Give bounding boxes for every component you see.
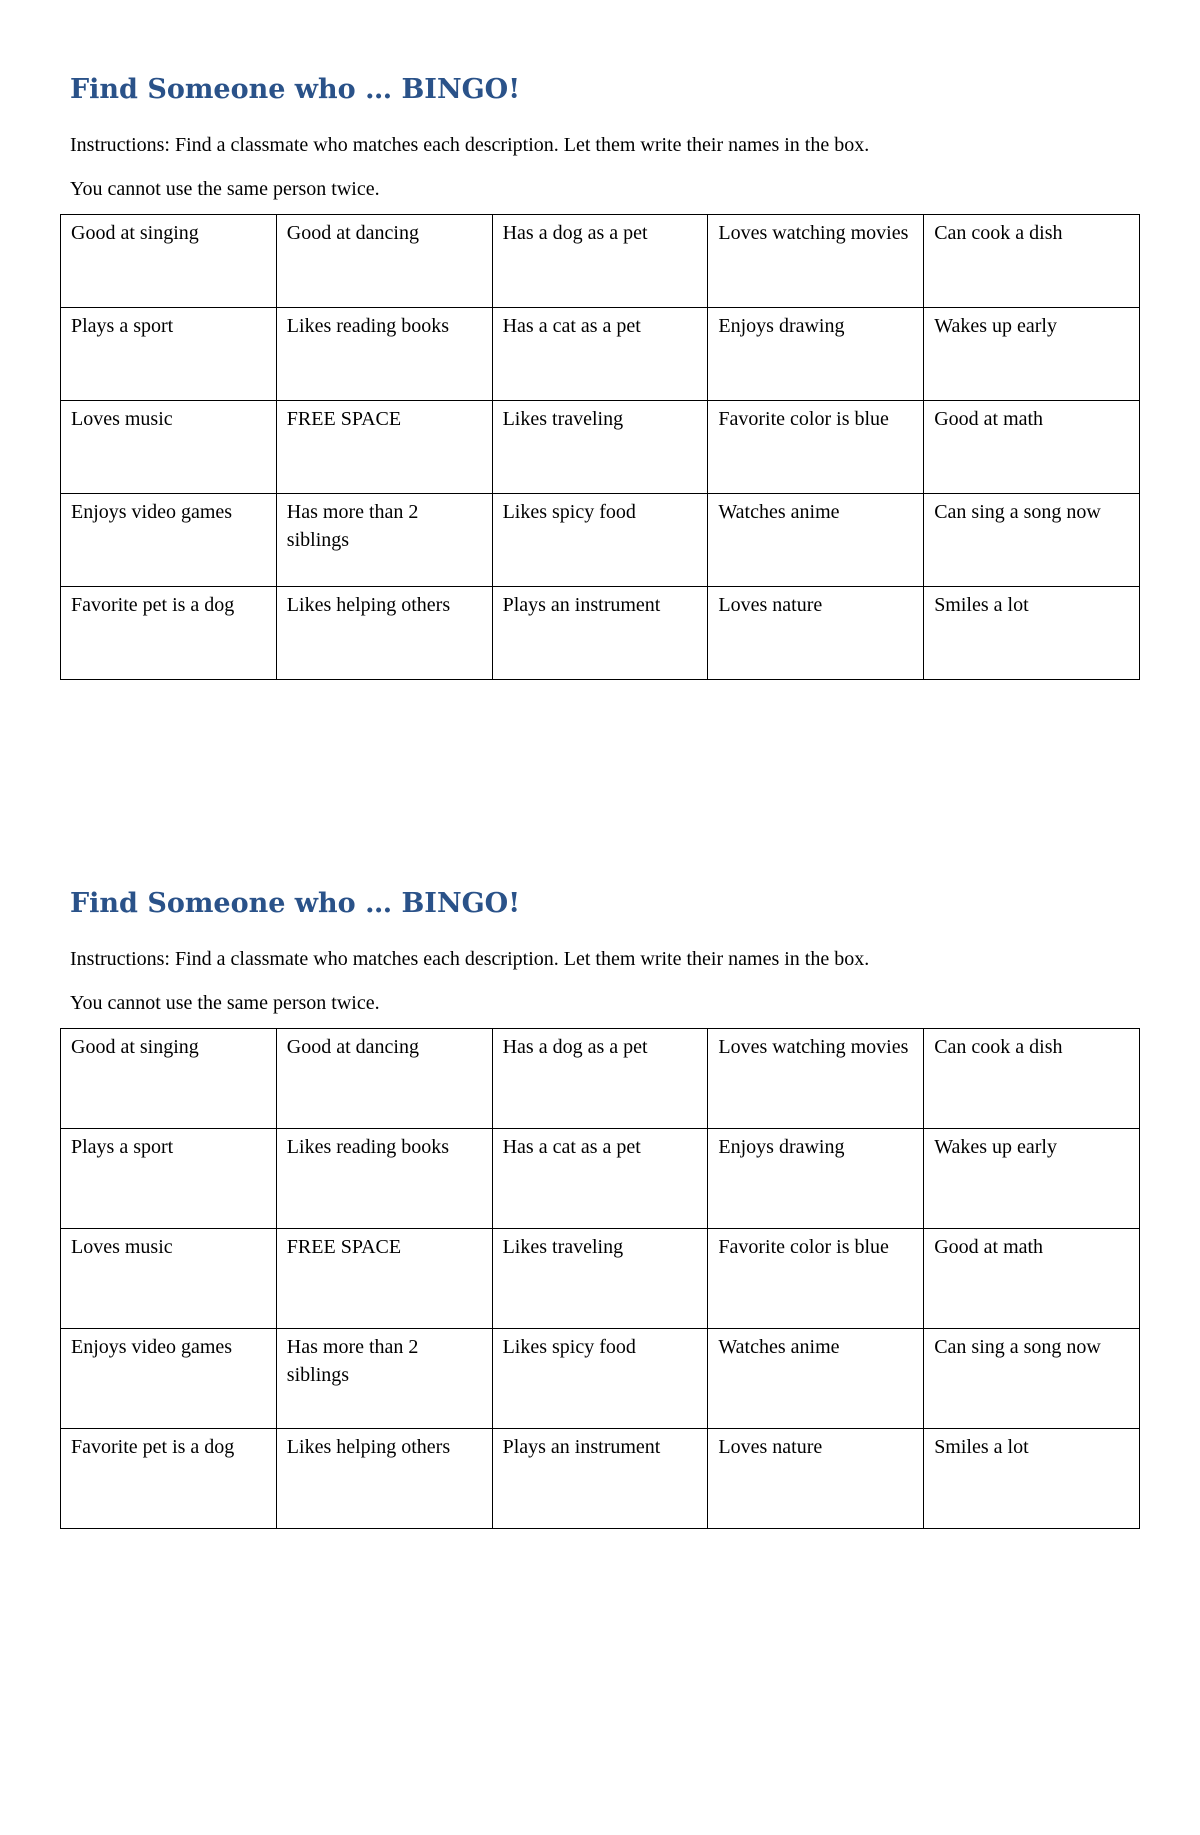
bingo-cell[interactable]: Can sing a song now — [924, 494, 1140, 587]
bingo-row — [61, 587, 1140, 680]
bingo-cell[interactable]: Loves nature — [708, 1429, 924, 1529]
bingo-cell[interactable]: Favorite pet is a dog — [61, 587, 277, 680]
bingo-cell[interactable]: Enjoys drawing — [708, 1129, 924, 1229]
bingo-cell[interactable]: Enjoys video games — [61, 1329, 277, 1429]
bingo-cell[interactable]: Likes helping others — [276, 587, 492, 680]
bingo-cell[interactable]: Can cook a dish — [924, 1029, 1140, 1129]
sheet-title: Find Someone who … BINGO! — [70, 888, 521, 919]
bingo-row — [61, 308, 1140, 401]
bingo-cell[interactable]: Likes spicy food — [492, 494, 708, 587]
bingo-cell[interactable]: Good at singing — [61, 215, 277, 308]
bingo-row — [61, 401, 1140, 494]
bingo-grid — [60, 214, 1140, 680]
bingo-cell[interactable]: Favorite color is blue — [708, 1229, 924, 1329]
bingo-row — [61, 494, 1140, 587]
bingo-cell[interactable]: Favorite pet is a dog — [61, 1429, 277, 1529]
bingo-row — [61, 1229, 1140, 1329]
bingo-cell[interactable]: Likes spicy food — [492, 1329, 708, 1429]
bingo-cell[interactable]: Plays a sport — [61, 308, 277, 401]
bingo-row — [61, 1329, 1140, 1429]
free-space-cell[interactable]: FREE SPACE — [276, 401, 492, 494]
bingo-cell[interactable]: Can sing a song now — [924, 1329, 1140, 1429]
bingo-row — [61, 215, 1140, 308]
bingo-cell[interactable]: Has a cat as a pet — [492, 308, 708, 401]
bingo-cell[interactable]: Loves music — [61, 1229, 277, 1329]
bingo-sheet-2 — [60, 878, 1140, 1529]
bingo-cell[interactable]: Smiles a lot — [924, 587, 1140, 680]
rule-text: You cannot use the same person twice. — [70, 178, 380, 200]
bingo-cell[interactable]: Wakes up early — [924, 308, 1140, 401]
bingo-cell[interactable]: Likes reading books — [276, 308, 492, 401]
bingo-cell[interactable]: Has a dog as a pet — [492, 215, 708, 308]
bingo-cell[interactable]: Has more than 2 siblings — [276, 494, 492, 587]
bingo-cell[interactable]: Good at singing — [61, 1029, 277, 1129]
bingo-row — [61, 1029, 1140, 1129]
bingo-grid — [60, 1028, 1140, 1529]
bingo-cell[interactable]: Has a cat as a pet — [492, 1129, 708, 1229]
bingo-cell[interactable]: Watches anime — [708, 1329, 924, 1429]
bingo-cell[interactable]: Favorite color is blue — [708, 401, 924, 494]
bingo-cell[interactable]: Likes reading books — [276, 1129, 492, 1229]
bingo-cell[interactable]: Enjoys video games — [61, 494, 277, 587]
bingo-cell[interactable]: Wakes up early — [924, 1129, 1140, 1229]
bingo-row — [61, 1429, 1140, 1529]
bingo-cell[interactable]: Loves watching movies — [708, 1029, 924, 1129]
rule-text: You cannot use the same person twice. — [70, 992, 380, 1014]
bingo-row — [61, 1129, 1140, 1229]
bingo-sheet-1 — [60, 64, 1140, 680]
instructions-text: Instructions: Find a classmate who matches each description. Let them write their names in the box. — [70, 948, 870, 970]
bingo-cell[interactable]: Likes traveling — [492, 401, 708, 494]
bingo-cell[interactable]: Has a dog as a pet — [492, 1029, 708, 1129]
free-space-cell[interactable]: FREE SPACE — [276, 1229, 492, 1329]
bingo-cell[interactable]: Plays an instrument — [492, 1429, 708, 1529]
bingo-cell[interactable]: Loves nature — [708, 587, 924, 680]
bingo-cell[interactable]: Plays an instrument — [492, 587, 708, 680]
bingo-cell[interactable]: Loves watching movies — [708, 215, 924, 308]
bingo-cell[interactable]: Watches anime — [708, 494, 924, 587]
bingo-cell[interactable]: Good at math — [924, 401, 1140, 494]
instructions-text: Instructions: Find a classmate who matches each description. Let them write their names in the box. — [70, 134, 870, 156]
bingo-cell[interactable]: Good at dancing — [276, 215, 492, 308]
bingo-cell[interactable]: Loves music — [61, 401, 277, 494]
bingo-cell[interactable]: Good at dancing — [276, 1029, 492, 1129]
bingo-cell[interactable]: Enjoys drawing — [708, 308, 924, 401]
sheet-title: Find Someone who … BINGO! — [70, 74, 521, 105]
bingo-cell[interactable]: Has more than 2 siblings — [276, 1329, 492, 1429]
bingo-cell[interactable]: Plays a sport — [61, 1129, 277, 1229]
bingo-cell[interactable]: Can cook a dish — [924, 215, 1140, 308]
bingo-cell[interactable]: Likes helping others — [276, 1429, 492, 1529]
bingo-cell[interactable]: Good at math — [924, 1229, 1140, 1329]
bingo-cell[interactable]: Smiles a lot — [924, 1429, 1140, 1529]
bingo-cell[interactable]: Likes traveling — [492, 1229, 708, 1329]
